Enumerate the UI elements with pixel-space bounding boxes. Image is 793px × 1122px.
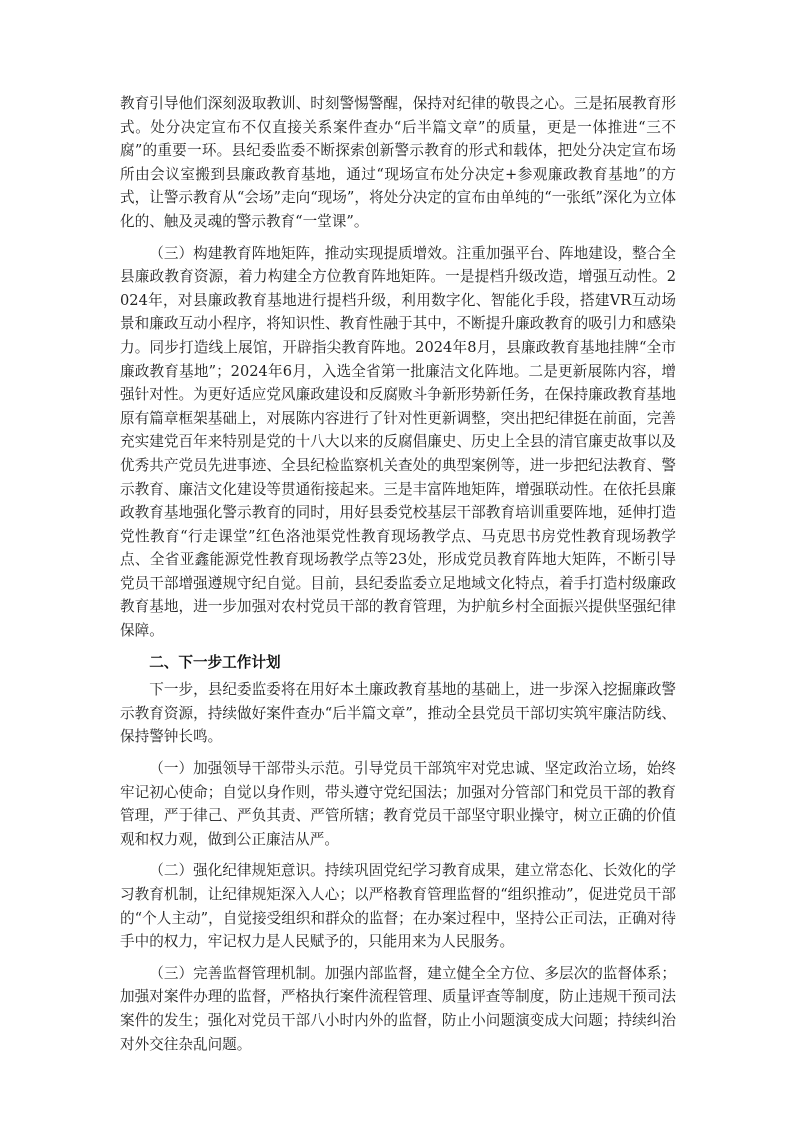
paragraph-plan-2: （二）强化纪律规矩意识。持续巩固党纪学习教育成果，建立常态化、长效化的学习教育机制，让纪律规矩深入人心；以严格教育管理监督的“组织推动”，促进党员干部的“个人主动”，自觉接受组织和群众的监督；在办案过程中，坚持公正司法，正确对待手中的权力，牢记权力是人民赋予的，只能用来为人民服务。 xyxy=(120,862,676,951)
paragraph-next-steps-intro: 下一步，县纪委监委将在用好本土廉政教育基地的基础上，进一步深入挖掘廉政警示教育资源，持续做好案件查办“后半篇文章”，推动全县党员干部切实筑牢廉洁防线、保持警钟长鸣。 xyxy=(120,681,676,746)
document-page xyxy=(120,92,676,1064)
paragraph-section-3: （三）构建教育阵地矩阵，推动实现提质增效。注重加强平台、阵地建设，整合全县廉政教育资源，着力构建全方位教育阵地矩阵。一是提档升级改造，增强互动性。2024年，对县廉政教育基地进行提档升级，利用数字化、智能化手段，搭建VR互动场景和廉政互动小程序，将知识性、教育性融于其中，不断提升廉政教育的吸引力和感染力。同步打造线上展馆，开辟指尖教育阵地。2024年8月，县廉政教育基地挂牌“全市廉政教育基地”；2024年6月，入选全省第一批廉洁文化阵地。二是更新展陈内容，增强针对性。为更好适应党风廉政建设和反腐败斗争新形势新任务，在保持廉政教育基地原有篇章框架基础上，对展陈内容进行了针对性更新调整，突出把纪律挺在前面，完善充实建党百年来特别是党的十八大以来的反腐倡廉史、历史上全县的清官廉吏故事以及优秀共产党员先进事迹、全县纪检监察机关查处的典型案例等，进一步把纪法教育、警示教育、廉洁文化建设等贯通衔接起来。三是丰富阵地矩阵，增强联动性。在依托县廉政教育基地强化警示教育的同时，用好县委党校基层干部教育培训重要阵地，延伸打造党性教育“行走课堂”红色洛池渠党性教育现场教学点、马克思书房党性教育现场教学点、全省亚鑫能源党性教育现场教学点等23处，形成党员教育阵地大矩阵，不断引导党员干部增强遵规守纪自觉。目前，县纪委监委立足地域文化特点，着手打造村级廉政教育基地，进一步加强对农村党员干部的教育管理，为护航乡村全面振兴提供坚强纪律保障。 xyxy=(120,244,676,640)
paragraph-plan-3: （三）完善监督管理机制。加强内部监督，建立健全全方位、多层次的监督体系；加强对案件办理的监督，严格执行案件流程管理、质量评查等制度，防止违规干预司法案件的发生；强化对党员干部八小时内外的监督，防止小问题演变成大问题；持续纠治对外交往杂乱问题。 xyxy=(120,964,676,1053)
section-heading-next-steps: 二、下一步工作计划 xyxy=(149,653,281,671)
paragraph-continued: 教育引导他们深刻汲取教训、时刻警惕警醒，保持对纪律的敬畏之心。三是拓展教育形式。处分决定宣布不仅直接关系案件查办“后半篇文章”的质量，更是一体推进“三不腐”的重要一环。县纪委监委不断探索创新警示教育的形式和载体，把处分决定宣布场所由会议室搬到县廉政教育基地，通过“现场宣布处分决定+参观廉政教育基地”的方式，让警示教育从“会场”走向“现场”，将处分决定的宣布由单纯的“一张纸”深化为立体化的、触及灵魂的警示教育“一堂课”。 xyxy=(120,95,676,230)
paragraph-plan-1: （一）加强领导干部带头示范。引导党员干部筑牢对党忠诚、坚定政治立场，始终牢记初心使命；自觉以身作则，带头遵守党纪国法；加强对分管部门和党员干部的教育管理，严于律己、严负其责、严管所辖；教育党员干部坚守职业操守，树立正确的价值观和权力观，做到公正廉洁从严。 xyxy=(120,760,676,848)
